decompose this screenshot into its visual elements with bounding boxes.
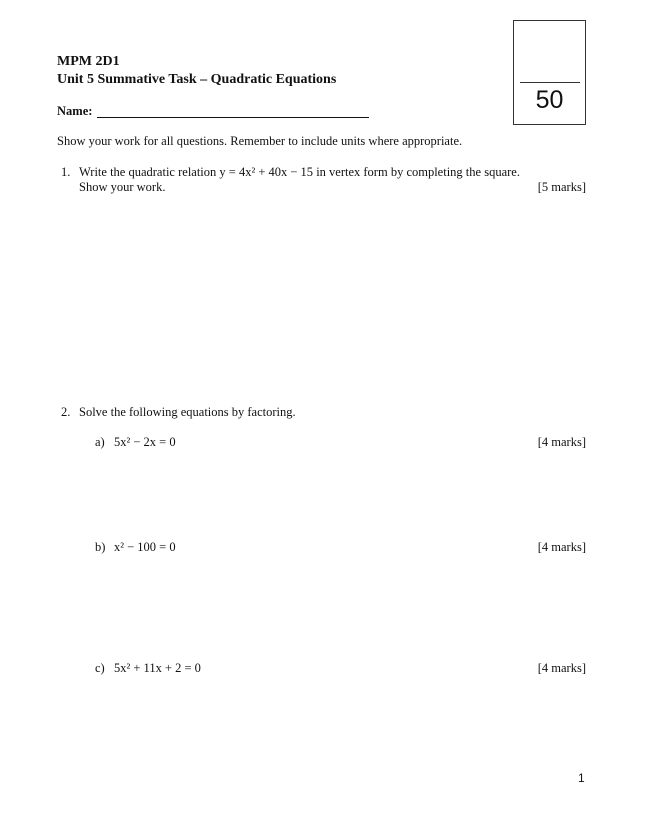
question-1-number: 1. (61, 165, 71, 179)
part-a-marks: [4 marks] (537, 435, 586, 449)
part-a-expression: 5x² − 2x = 0 (114, 435, 176, 449)
part-c-marks: [4 marks] (537, 661, 586, 675)
part-c-label: c) (95, 661, 105, 675)
course-code: MPM 2D1 (57, 54, 120, 69)
name-underline (97, 117, 369, 118)
name-label: Name: (57, 104, 93, 118)
score-line (520, 82, 580, 83)
part-a-label: a) (95, 435, 105, 449)
question-1-text-after: in vertex form by completing the square. (313, 165, 520, 179)
part-b-label: b) (95, 540, 106, 554)
instructions: Show your work for all questions. Remember to include units where appropriate. (57, 134, 463, 148)
question-1-expression: y = 4x² + 40x − 15 (219, 165, 314, 179)
page-number: 1 (578, 771, 585, 785)
question-2-text: Solve the following equations by factoring. (79, 405, 296, 419)
question-1-marks: [5 marks] (537, 180, 586, 194)
question-1-line2: Show your work. (79, 180, 166, 194)
part-b-marks: [4 marks] (537, 540, 586, 554)
page-title: Unit 5 Summative Task – Quadratic Equations (57, 72, 337, 87)
question-1-text-before: Write the quadratic relation (79, 165, 220, 179)
score-total: 50 (535, 86, 564, 114)
part-b-expression: x² − 100 = 0 (114, 540, 176, 554)
question-2-number: 2. (61, 405, 71, 419)
question-1-text (79, 165, 520, 180)
part-c-expression: 5x² + 11x + 2 = 0 (114, 661, 201, 675)
